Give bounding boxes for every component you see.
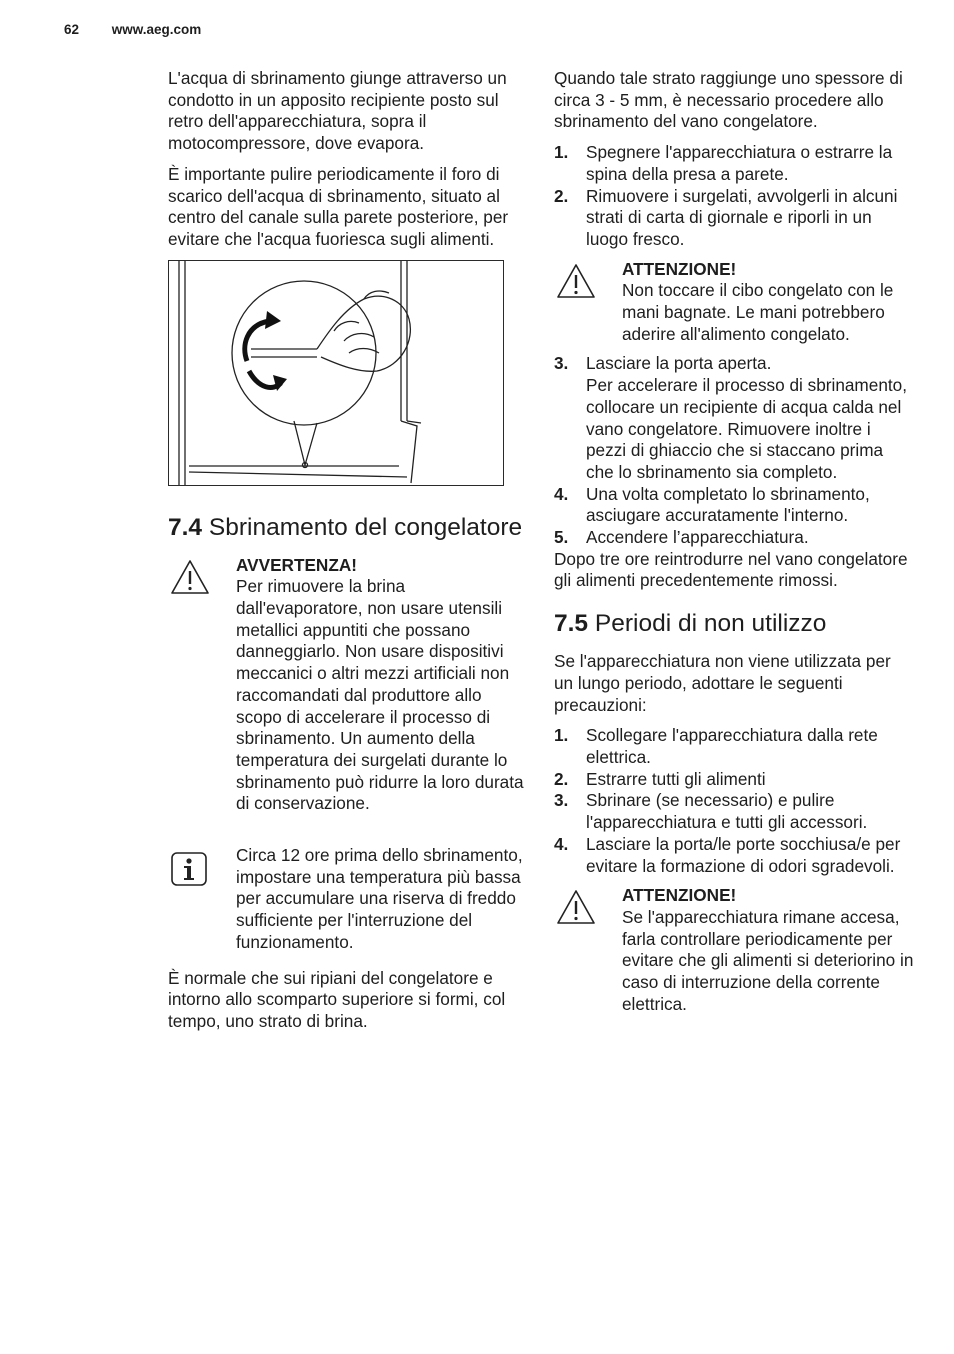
warning-notice (168, 555, 528, 815)
section-title: Sbrinamento del congelatore (208, 513, 523, 541)
section-number: 7.5 (554, 610, 589, 638)
caution-title: ATTENZIONE! (622, 885, 737, 906)
step-text: Lasciare la porta aperta. (586, 353, 772, 374)
list-item (554, 527, 914, 549)
caution-text: Se l'apparecchiatura rimane accesa, farla controllare periodicamente per evitare che gli alimenti si deteriorino in caso di interruzione della corrente elettrica. (622, 906, 914, 1014)
step-text: Rimuovere i surgelati, avvolgerli in alcuni strati di carta di giornale e riporli in un luogo fresco. (586, 185, 898, 249)
defrost-drain-illustration (168, 260, 504, 486)
step-number: 4. (554, 833, 569, 854)
step-text: Lasciare la porta/le porte socchiusa/e per evitare la formazione di odori sgradevoli. (586, 833, 901, 876)
step-number: 2. (554, 185, 569, 206)
paragraph: Se l'apparecchiatura non viene utilizzata per un lungo periodo, adottare le seguenti precauzioni: (554, 651, 891, 715)
list-item (554, 186, 914, 251)
info-text: Circa 12 ore prima dello sbrinamento, impostare una temperatura più bassa per accumulare una riserva di freddo sufficiente per l'interruzione del funzionamento. (236, 845, 523, 952)
paragraph: È importante pulire periodicamente il foro di scarico dell'acqua di sbrinamento, situato al centro del canale sulla parete posteriore, per evitare che l'acqua fuoriesca sugli alimenti. (168, 163, 509, 249)
step-number: 3. (554, 353, 569, 374)
storage-steps-list (554, 725, 914, 877)
list-item (554, 484, 914, 527)
step-extra-text: Per accelerare il processo di sbrinamento, collocare un recipiente di acqua calda nel vano congelatore. Rimuovere inoltre i pezzi di ghiaccio che si staccano prima che lo sbrinamento sia completo. (586, 375, 907, 482)
section-number: 7.4 (168, 513, 203, 541)
warning-title: AVVERTENZA! (236, 554, 357, 575)
info-icon (170, 849, 210, 895)
list-item (554, 769, 914, 791)
list-item (554, 142, 914, 185)
list-item (554, 353, 914, 483)
left-column (168, 68, 528, 1042)
step-number: 1. (554, 725, 569, 746)
paragraph: L'acqua di sbrinamento giunge attraverso un condotto in un apposito recipiente posto sul retro dell'apparecchiatura, sopra il motocompressore, dove evapora. (168, 68, 507, 154)
warning-triangle-icon (556, 263, 596, 305)
info-notice (168, 845, 528, 954)
step-number: 4. (554, 483, 569, 504)
warning-text: Per rimuovere la brina dall'evaporatore, non usare utensili metallici appuntiti che possano danneggiarlo. Non usare dispositivi meccanici o altri mezzi artificiali non raccomandati dal produttore allo scopo di accelerare il processo di sbrinamento. Un aumento della temperatura dei surgelati durante lo sbrinamento può ridurre la loro durata di conservazione. (236, 576, 524, 814)
paragraph: Quando tale strato raggiunge uno spessore di circa 3 - 5 mm, è necessario procedere allo sbrinamento del vano congelatore. (554, 68, 903, 132)
caution-title: ATTENZIONE! (622, 258, 737, 279)
step-number: 3. (554, 790, 569, 811)
step-text: Una volta completato lo sbrinamento, asciugare accuratamente l'interno. (586, 483, 870, 526)
list-item (554, 790, 914, 833)
section-heading-7-4 (168, 514, 528, 541)
page-number: 62 (64, 22, 80, 37)
drain-cleaning-drawing (169, 261, 503, 485)
step-text: Accendere l’apparecchiatura. (586, 527, 809, 548)
list-item (554, 725, 914, 768)
section-title: Periodi di non utilizzo (594, 610, 827, 638)
defrost-steps-list-continued (554, 353, 914, 548)
step-text: Scollegare l'apparecchiatura dalla rete elettrica. (586, 725, 878, 767)
step-number: 5. (554, 527, 569, 548)
right-column (554, 68, 914, 1023)
caution-notice (554, 259, 914, 346)
list-item (554, 834, 914, 877)
defrost-steps-list (554, 142, 914, 251)
step-number: 2. (554, 768, 569, 789)
step-text: Spegnere l'apparecchiatura o estrarre la spina della presa a parete. (586, 142, 893, 184)
step-text: Sbrinare (se necessario) e pulire l'apparecchiatura e tutti gli accessori. (586, 790, 868, 833)
website-url: www.aeg.com (111, 22, 202, 37)
step-number: 1. (554, 142, 569, 163)
paragraph: È normale che sui ripiani del congelatore e intorno allo scomparto superiore si formi, col tempo, uno strato di brina. (168, 967, 506, 1031)
caution-notice (554, 885, 914, 1015)
section-heading-7-5 (554, 610, 914, 637)
caution-text: Non toccare il cibo congelato con le mani bagnate. Le mani potrebbero aderire all'alimento congelato. (622, 280, 894, 344)
page-header (64, 22, 201, 37)
paragraph: Dopo tre ore reintrodurre nel vano congelatore gli alimenti precedentemente rimossi. (554, 548, 908, 591)
warning-triangle-icon (170, 559, 210, 601)
step-text: Estrarre tutti gli alimenti (586, 768, 766, 789)
warning-triangle-icon (556, 889, 596, 931)
